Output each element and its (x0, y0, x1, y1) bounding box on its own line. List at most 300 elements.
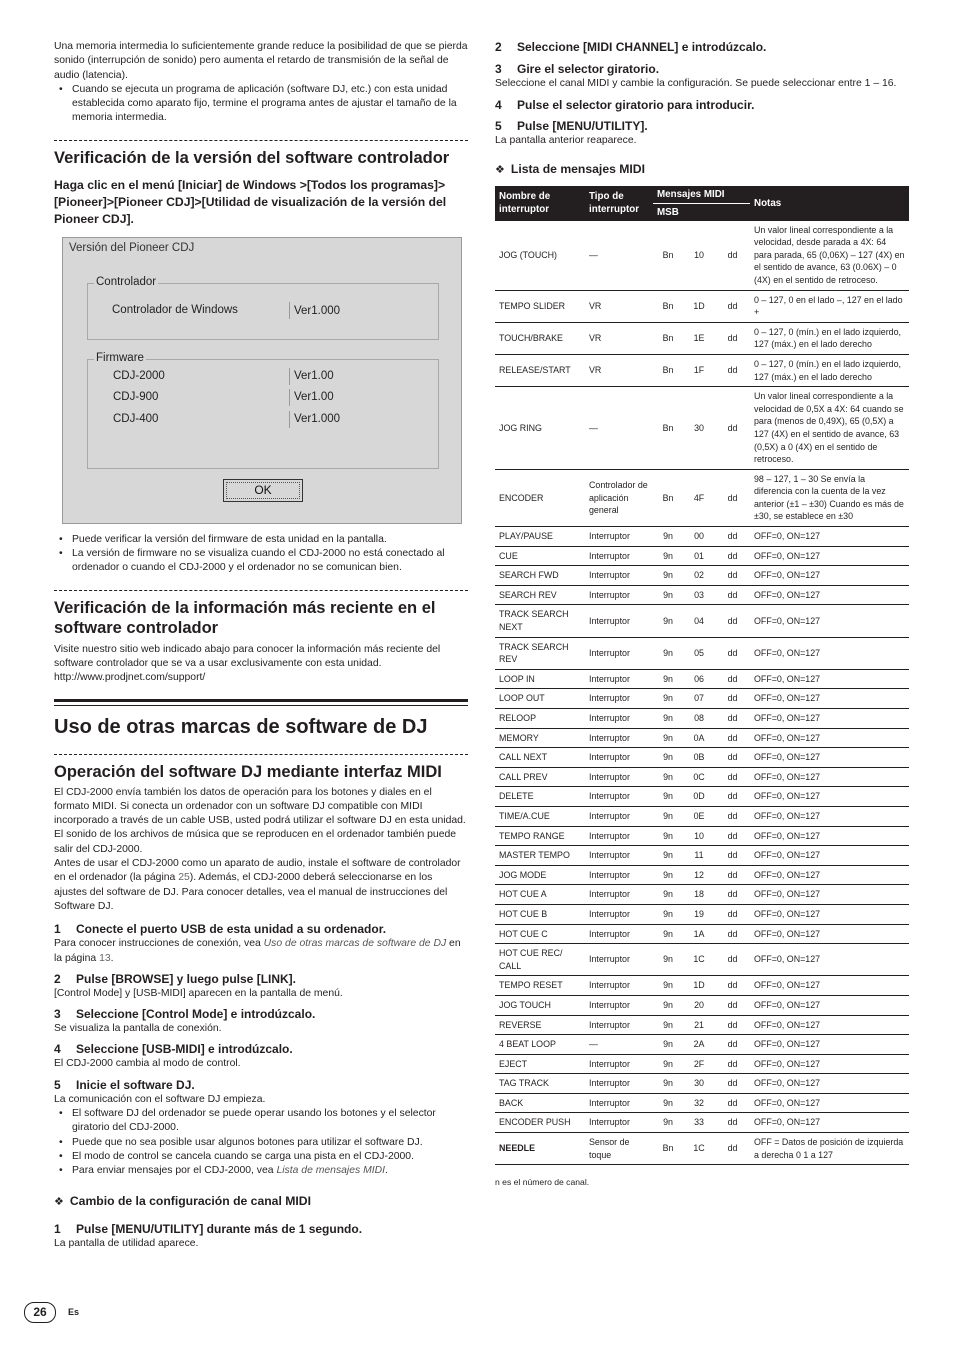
switch-type: Interruptor (585, 865, 653, 885)
midi-status: 9n (653, 748, 683, 768)
switch-type: Interruptor (585, 748, 653, 768)
switch-type: — (585, 1035, 653, 1055)
midi-msb: 00 (683, 527, 715, 547)
page-number: 26 (24, 1302, 56, 1323)
step-5-bullet: • El modo de control se cancela cuando se carga una pista en el CDJ-2000. (54, 1150, 468, 1164)
midi-msb: 30 (683, 387, 715, 470)
step-4 (54, 1042, 468, 1057)
step-text: Inicie el software DJ. (76, 1077, 195, 1092)
midi-msb: 10 (683, 826, 715, 846)
driver-version: Ver1.000 (294, 304, 341, 317)
table-row (495, 995, 909, 1015)
switch-type: Interruptor (585, 976, 653, 996)
switch-name: LOOP IN (495, 669, 585, 689)
step-text: Pulse [MENU/UTILITY] durante más de 1 segundo. (76, 1221, 363, 1236)
step-5-detail: La comunicación con el software DJ empieza. (54, 1093, 266, 1105)
col-header-msb: MSB (653, 203, 750, 221)
midi-value: dd (715, 605, 750, 637)
table-row (495, 637, 909, 669)
switch-name: TAG TRACK (495, 1074, 585, 1094)
midi-msb: 1C (683, 944, 715, 976)
switch-name: SEARCH FWD (495, 566, 585, 586)
midi-value: dd (715, 944, 750, 976)
switch-type: Interruptor (585, 1113, 653, 1133)
notes: OFF=0, ON=127 (750, 748, 909, 768)
midi-value: dd (715, 637, 750, 669)
step-number: 2 (495, 40, 502, 54)
switch-name: NEEDLE (495, 1133, 585, 1165)
switch-type: Interruptor (585, 527, 653, 547)
table-row (495, 748, 909, 768)
midi-msb: 4F (683, 469, 715, 526)
chapter-heading: Uso de otras marcas de software de DJ (54, 715, 428, 738)
switch-type: Interruptor (585, 669, 653, 689)
midi-status: 9n (653, 689, 683, 709)
table-row (495, 846, 909, 866)
step-2-detail: [Control Mode] y [USB-MIDI] aparecen en la pantalla de menú. (54, 987, 343, 999)
midi-value: dd (715, 787, 750, 807)
midi-value: dd (715, 976, 750, 996)
notes: OFF=0, ON=127 (750, 605, 909, 637)
midi-value: dd (715, 1133, 750, 1165)
switch-name: MEMORY (495, 728, 585, 748)
notes: OFF=0, ON=127 (750, 826, 909, 846)
midi-status: Bn (653, 290, 683, 322)
fw-model: CDJ-2000 (113, 369, 165, 382)
midi-value: dd (715, 1074, 750, 1094)
switch-name: HOT CUE REC/ CALL (495, 944, 585, 976)
switch-type: Interruptor (585, 944, 653, 976)
notes: OFF=0, ON=127 (750, 924, 909, 944)
midi-status: 9n (653, 669, 683, 689)
switch-name: TRACK SEARCH REV (495, 637, 585, 669)
midi-status: Bn (653, 387, 683, 470)
table-row (495, 669, 909, 689)
midi-status: 9n (653, 546, 683, 566)
intro-paragraph: Una memoria intermedia lo suficientemente grande reduce la posibilidad de que se pierda sonido (interrupción de sonido) pero aumenta el retardo de transmisión de la señal de audio (latencia). (54, 41, 468, 81)
channel-step-5-detail: La pantalla anterior reaparece. (495, 135, 637, 147)
separator (289, 302, 290, 319)
table-row (495, 354, 909, 386)
midi-msb: 20 (683, 995, 715, 1015)
version-bullet: • La versión de firmware no se visualiza cuando el CDJ-2000 no está conectado al ordenador o cuando el CDJ-2000 y el ordenador no se comunican bien. (54, 547, 468, 576)
midi-status: Bn (653, 322, 683, 354)
switch-type: Interruptor (585, 637, 653, 669)
switch-name: JOG RING (495, 387, 585, 470)
notes: OFF=0, ON=127 (750, 566, 909, 586)
text-run: . (385, 1165, 388, 1177)
dialog-title: Versión del Pioneer CDJ (69, 241, 195, 254)
midi-msb: 0A (683, 728, 715, 748)
section-divider (54, 754, 468, 755)
switch-name: ENCODER (495, 469, 585, 526)
midi-status: 9n (653, 1054, 683, 1074)
notes: OFF=0, ON=127 (750, 865, 909, 885)
switch-type: Interruptor (585, 1074, 653, 1094)
text-run: . (110, 952, 114, 964)
fw-version: Ver1.00 (294, 390, 334, 403)
midi-status: 9n (653, 806, 683, 826)
midi-msb: 04 (683, 605, 715, 637)
channel-step-5 (495, 119, 909, 134)
midi-value: dd (715, 527, 750, 547)
midi-status: 9n (653, 924, 683, 944)
chapter-rule (54, 699, 468, 706)
step-number: 4 (495, 98, 502, 113)
midi-value: dd (715, 290, 750, 322)
midi-value: dd (715, 728, 750, 748)
midi-msb: 1F (683, 354, 715, 386)
notes: OFF=0, ON=127 (750, 1035, 909, 1055)
notes: OFF=0, ON=127 (750, 904, 909, 924)
table-footnote: n es el número de canal. (495, 1177, 590, 1188)
table-row (495, 527, 909, 547)
midi-value: dd (715, 904, 750, 924)
cross-ref-link[interactable]: Uso de otras marcas de software de DJ (263, 938, 447, 950)
switch-name: HOT CUE A (495, 885, 585, 905)
step-5-bullets (54, 1107, 468, 1178)
step-text: Seleccione [MIDI CHANNEL] e introdúzcalo. (517, 40, 767, 54)
midi-status: 9n (653, 637, 683, 669)
table-row (495, 865, 909, 885)
latest-paragraph: Visite nuestro sitio web indicado abajo para conocer la información más reciente del software controlador que se va a usar exclusivamente con esta unidad. (54, 643, 441, 669)
instruction-version: Haga clic en el menú [Iniciar] de Windows >[Todos los programas]>[Pioneer]>[Pioneer CDJ]>[Utilidad de visualización de la versión del Pioneer CDJ]. (54, 177, 447, 226)
table-row (495, 221, 909, 290)
notes: OFF=0, ON=127 (750, 527, 909, 547)
switch-name: MASTER TEMPO (495, 846, 585, 866)
channel-step-2 (495, 40, 909, 55)
table-row (495, 387, 909, 470)
language-code: Es (68, 1307, 80, 1317)
cross-ref-link[interactable]: Lista de mensajes MIDI (276, 1165, 386, 1177)
version-bullet: • Puede verificar la versión del firmware de esta unidad en la pantalla. (54, 533, 468, 547)
step-number: 1 (54, 922, 61, 937)
step-text: Pulse [BROWSE] y luego pulse [LINK]. (76, 971, 297, 986)
midi-status: Bn (653, 469, 683, 526)
fw-model: CDJ-900 (113, 390, 159, 403)
switch-name: RELEASE/START (495, 354, 585, 386)
midi-msb: 21 (683, 1015, 715, 1035)
table-row (495, 787, 909, 807)
notes: Un valor lineal correspondiente a la velocidad de 0,5X a 4X: 64 cuando se para (menos de 0,49X), 65 (0,5X) a 127 (4X) en el sentido de avance, 63 (0,5X) a 0 (4X) en el sentido de retroceso. (750, 387, 909, 470)
midi-msb: 0D (683, 787, 715, 807)
step-text: Conecte el puerto USB de esta unidad a su ordenador. (76, 922, 387, 937)
switch-type: Interruptor (585, 1015, 653, 1035)
switch-type: Interruptor (585, 546, 653, 566)
midi-value: dd (715, 1113, 750, 1133)
page-ref[interactable]: 13 (99, 952, 111, 964)
subheading-text: Cambio de la configuración de canal MIDI (69, 1193, 311, 1208)
right-column (495, 40, 909, 1190)
midi-value: dd (715, 826, 750, 846)
switch-name: JOG MODE (495, 865, 585, 885)
notes: OFF=0, ON=127 (750, 787, 909, 807)
section-divider (54, 590, 468, 591)
text-run: en la página (54, 938, 461, 964)
midi-msb: 11 (683, 846, 715, 866)
notes: OFF=0, ON=127 (750, 709, 909, 729)
midi-status: 9n (653, 944, 683, 976)
step-number: 4 (54, 1042, 61, 1057)
midi-msb: 1C (683, 1133, 715, 1165)
switch-type: VR (585, 354, 653, 386)
notes: OFF=0, ON=127 (750, 585, 909, 605)
support-url[interactable]: http://www.prodjnet.com/support/ (54, 672, 206, 684)
midi-value: dd (715, 1093, 750, 1113)
step-text: Gire el selector giratorio. (517, 62, 660, 76)
switch-name: TEMPO SLIDER (495, 290, 585, 322)
table-row (495, 322, 909, 354)
switch-name: TEMPO RANGE (495, 826, 585, 846)
midi-status: 9n (653, 728, 683, 748)
notes: OFF=0, ON=127 (750, 689, 909, 709)
switch-type: VR (585, 322, 653, 354)
switch-name: PLAY/PAUSE (495, 527, 585, 547)
version-dialog (62, 237, 462, 524)
midi-msb: 2F (683, 1054, 715, 1074)
table-header-row (495, 186, 909, 204)
notes: OFF=0, ON=127 (750, 637, 909, 669)
switch-name: RELOOP (495, 709, 585, 729)
midi-value: dd (715, 585, 750, 605)
subheading-midi-list (495, 162, 909, 178)
channel-step-1 (54, 1222, 468, 1237)
notes: OFF=0, ON=127 (750, 546, 909, 566)
midi-value: dd (715, 995, 750, 1015)
page-ref[interactable]: 25 (178, 872, 190, 884)
midi-msb: 01 (683, 546, 715, 566)
notes: OFF=0, ON=127 (750, 767, 909, 787)
midi-msb: 1D (683, 976, 715, 996)
intro-bullet: • Cuando se ejecuta un programa de aplicación (software DJ, etc.) con esta unidad establecida como aparato fijo, termine el programa antes de ajustar el tamaño de la memoria intermedia. (54, 83, 468, 126)
heading-latest: Verificación de la información más reciente en el software controlador (54, 598, 436, 637)
step-number: 5 (495, 119, 502, 134)
midi-msb: 0C (683, 767, 715, 787)
notes: OFF=0, ON=127 (750, 885, 909, 905)
switch-type: Interruptor (585, 585, 653, 605)
midi-msb: 10 (683, 221, 715, 290)
step-text: Seleccione [USB-MIDI] e introdúzcalo. (76, 1042, 293, 1057)
notes: OFF=0, ON=127 (750, 1113, 909, 1133)
text-run: Para conocer instrucciones de conexión, vea (54, 938, 264, 950)
midi-status: 9n (653, 1074, 683, 1094)
fw-version: Ver1.00 (294, 369, 334, 382)
midi-msb: 1D (683, 290, 715, 322)
midi-status: 9n (653, 976, 683, 996)
text-run: ). Además, el CDJ-2000 deberá seleccionarse en los ajustes del software de DJ. Para conocer detalles, vea el manual de instrucciones del Software DJ. (54, 872, 448, 912)
midi-msb: 05 (683, 637, 715, 669)
notes: 0 – 127, 0 (mín.) en el lado izquierdo, 127 (máx.) en el lado derecho (750, 322, 909, 354)
midi-value: dd (715, 709, 750, 729)
table-row (495, 585, 909, 605)
midi-value: dd (715, 846, 750, 866)
table-row (495, 469, 909, 526)
switch-type: Controlador de aplicación general (585, 469, 653, 526)
midi-value: dd (715, 354, 750, 386)
switch-name: DELETE (495, 787, 585, 807)
switch-type: Interruptor (585, 885, 653, 905)
section-divider (54, 140, 468, 141)
midi-msb: 1E (683, 322, 715, 354)
midi-value: dd (715, 221, 750, 290)
step-1 (54, 922, 468, 937)
table-row (495, 1035, 909, 1055)
switch-type: Interruptor (585, 924, 653, 944)
step-number: 5 (54, 1077, 61, 1092)
notes: OFF=0, ON=127 (750, 728, 909, 748)
switch-type: — (585, 221, 653, 290)
midi-msb: 18 (683, 885, 715, 905)
midi-status: 9n (653, 566, 683, 586)
notes: OFF=0, ON=127 (750, 1074, 909, 1094)
switch-type: Interruptor (585, 787, 653, 807)
midi-value: dd (715, 1015, 750, 1035)
midi-value: dd (715, 669, 750, 689)
switch-name: JOG TOUCH (495, 995, 585, 1015)
separator (289, 389, 290, 406)
switch-name: JOG (TOUCH) (495, 221, 585, 290)
switch-name: REVERSE (495, 1015, 585, 1035)
notes: OFF=0, ON=127 (750, 976, 909, 996)
midi-msb: 06 (683, 669, 715, 689)
midi-msb: 1A (683, 924, 715, 944)
midi-value: dd (715, 689, 750, 709)
midi-status: 9n (653, 826, 683, 846)
switch-name: HOT CUE C (495, 924, 585, 944)
col-header-name: Nombre de interruptor (495, 186, 585, 221)
table-row (495, 709, 909, 729)
step-5-bullet: • El software DJ del ordenador se puede operar usando los botones y el selector giratorio del CDJ-2000. (54, 1107, 468, 1136)
switch-name: EJECT (495, 1054, 585, 1074)
midi-value: dd (715, 1054, 750, 1074)
step-5-bullet: • Puede que no sea posible usar algunos botones para utilizar el software DJ. (54, 1136, 468, 1150)
table-row (495, 1074, 909, 1094)
intro-bullets (54, 83, 468, 126)
table-row (495, 1015, 909, 1035)
step-number: 2 (54, 971, 61, 986)
midi-status: 9n (653, 865, 683, 885)
switch-name: CALL NEXT (495, 748, 585, 768)
table-row (495, 1093, 909, 1113)
channel-step-3 (495, 62, 909, 77)
driver-label: Controlador de Windows (112, 303, 238, 316)
switch-type: VR (585, 290, 653, 322)
switch-type: Interruptor (585, 1054, 653, 1074)
midi-status: 9n (653, 904, 683, 924)
separator (289, 411, 290, 428)
notes: 0 – 127, 0 en el lado –, 127 en el lado + (750, 290, 909, 322)
fw-version: Ver1.000 (294, 412, 341, 425)
midi-status: 9n (653, 605, 683, 637)
table-row (495, 1133, 909, 1165)
text-run: Para enviar mensajes por el CDJ-2000, vea (72, 1165, 277, 1177)
step-text: Seleccione [Control Mode] e introdúzcalo. (76, 1007, 316, 1022)
midi-value: dd (715, 469, 750, 526)
switch-type: Interruptor (585, 995, 653, 1015)
table-row (495, 689, 909, 709)
step-5 (54, 1078, 468, 1093)
step-number: 1 (54, 1221, 61, 1236)
midi-msb: 30 (683, 1074, 715, 1094)
heading-midi: Operación del software DJ mediante interfaz MIDI (54, 762, 442, 781)
midi-msb: 12 (683, 865, 715, 885)
midi-msb: 0E (683, 806, 715, 826)
table-row (495, 806, 909, 826)
midi-value: dd (715, 806, 750, 826)
table-row (495, 885, 909, 905)
notes: 0 – 127, 0 (mín.) en el lado izquierdo, 127 (máx.) en el lado derecho (750, 354, 909, 386)
midi-status: 9n (653, 1015, 683, 1035)
switch-type: Interruptor (585, 1093, 653, 1113)
switch-type: Interruptor (585, 566, 653, 586)
midi-msb: 19 (683, 904, 715, 924)
switch-name: SEARCH REV (495, 585, 585, 605)
notes: OFF=0, ON=127 (750, 1015, 909, 1035)
notes: 98 – 127, 1 – 30 Se envía la diferencia con la cuenta de la vez anterior (±1 – ±30) Cuando es más de ±30, se establece en ±30 (750, 469, 909, 526)
midi-paragraph-1: El CDJ-2000 envía también los datos de operación para los botones y diales en el formato MIDI. Si conecta un ordenador con un software DJ compatible con MIDI incorporado a través de un cable USB, usted podrá utilizar el software DJ en esta unidad. El sonido de los archivos de música que se reproducen en el ordenador también puede salir del CDJ-2000. (54, 786, 466, 855)
switch-type: Interruptor (585, 846, 653, 866)
table-row (495, 605, 909, 637)
switch-type: Interruptor (585, 826, 653, 846)
firmware-group-label: Firmware (96, 351, 144, 364)
switch-name: TIME/A.CUE (495, 806, 585, 826)
version-bullets (54, 533, 468, 576)
midi-msb: 0B (683, 748, 715, 768)
step-5-bullet (54, 1164, 468, 1178)
table-row (495, 767, 909, 787)
switch-name: 4 BEAT LOOP (495, 1035, 585, 1055)
midi-msb: 33 (683, 1113, 715, 1133)
switch-name: ENCODER PUSH (495, 1113, 585, 1133)
midi-msb: 07 (683, 689, 715, 709)
ok-button[interactable]: OK (223, 479, 303, 502)
notes: OFF=0, ON=127 (750, 1054, 909, 1074)
midi-msb: 02 (683, 566, 715, 586)
midi-value: dd (715, 924, 750, 944)
midi-msb: 08 (683, 709, 715, 729)
col-header-notes: Notas (750, 186, 909, 221)
midi-status: 9n (653, 527, 683, 547)
midi-value: dd (715, 566, 750, 586)
midi-value: dd (715, 767, 750, 787)
midi-value: dd (715, 865, 750, 885)
diamond-icon: ❖ (54, 1195, 64, 1208)
notes: OFF=0, ON=127 (750, 995, 909, 1015)
table-row (495, 904, 909, 924)
switch-type: Interruptor (585, 904, 653, 924)
notes: OFF=0, ON=127 (750, 846, 909, 866)
midi-status: 9n (653, 995, 683, 1015)
switch-type: Sensor de toque (585, 1133, 653, 1165)
switch-name: TRACK SEARCH NEXT (495, 605, 585, 637)
text-run: Antes de usar el CDJ-2000 como un aparato de audio, instale el software de controlador en el ordenador (la página (54, 858, 461, 884)
switch-type: Interruptor (585, 709, 653, 729)
step-4-detail: El CDJ-2000 cambia al modo de control. (54, 1058, 241, 1070)
midi-status: 9n (653, 1035, 683, 1055)
midi-status: 9n (653, 709, 683, 729)
table-row (495, 1113, 909, 1133)
midi-value: dd (715, 1035, 750, 1055)
col-header-msgs: Mensajes MIDI (653, 186, 750, 204)
switch-type: Interruptor (585, 767, 653, 787)
midi-status: Bn (653, 221, 683, 290)
step-2 (54, 972, 468, 987)
switch-type: Interruptor (585, 728, 653, 748)
table-row (495, 944, 909, 976)
col-header-type: Tipo de interruptor (585, 186, 653, 221)
table-row (495, 728, 909, 748)
switch-name: CUE (495, 546, 585, 566)
